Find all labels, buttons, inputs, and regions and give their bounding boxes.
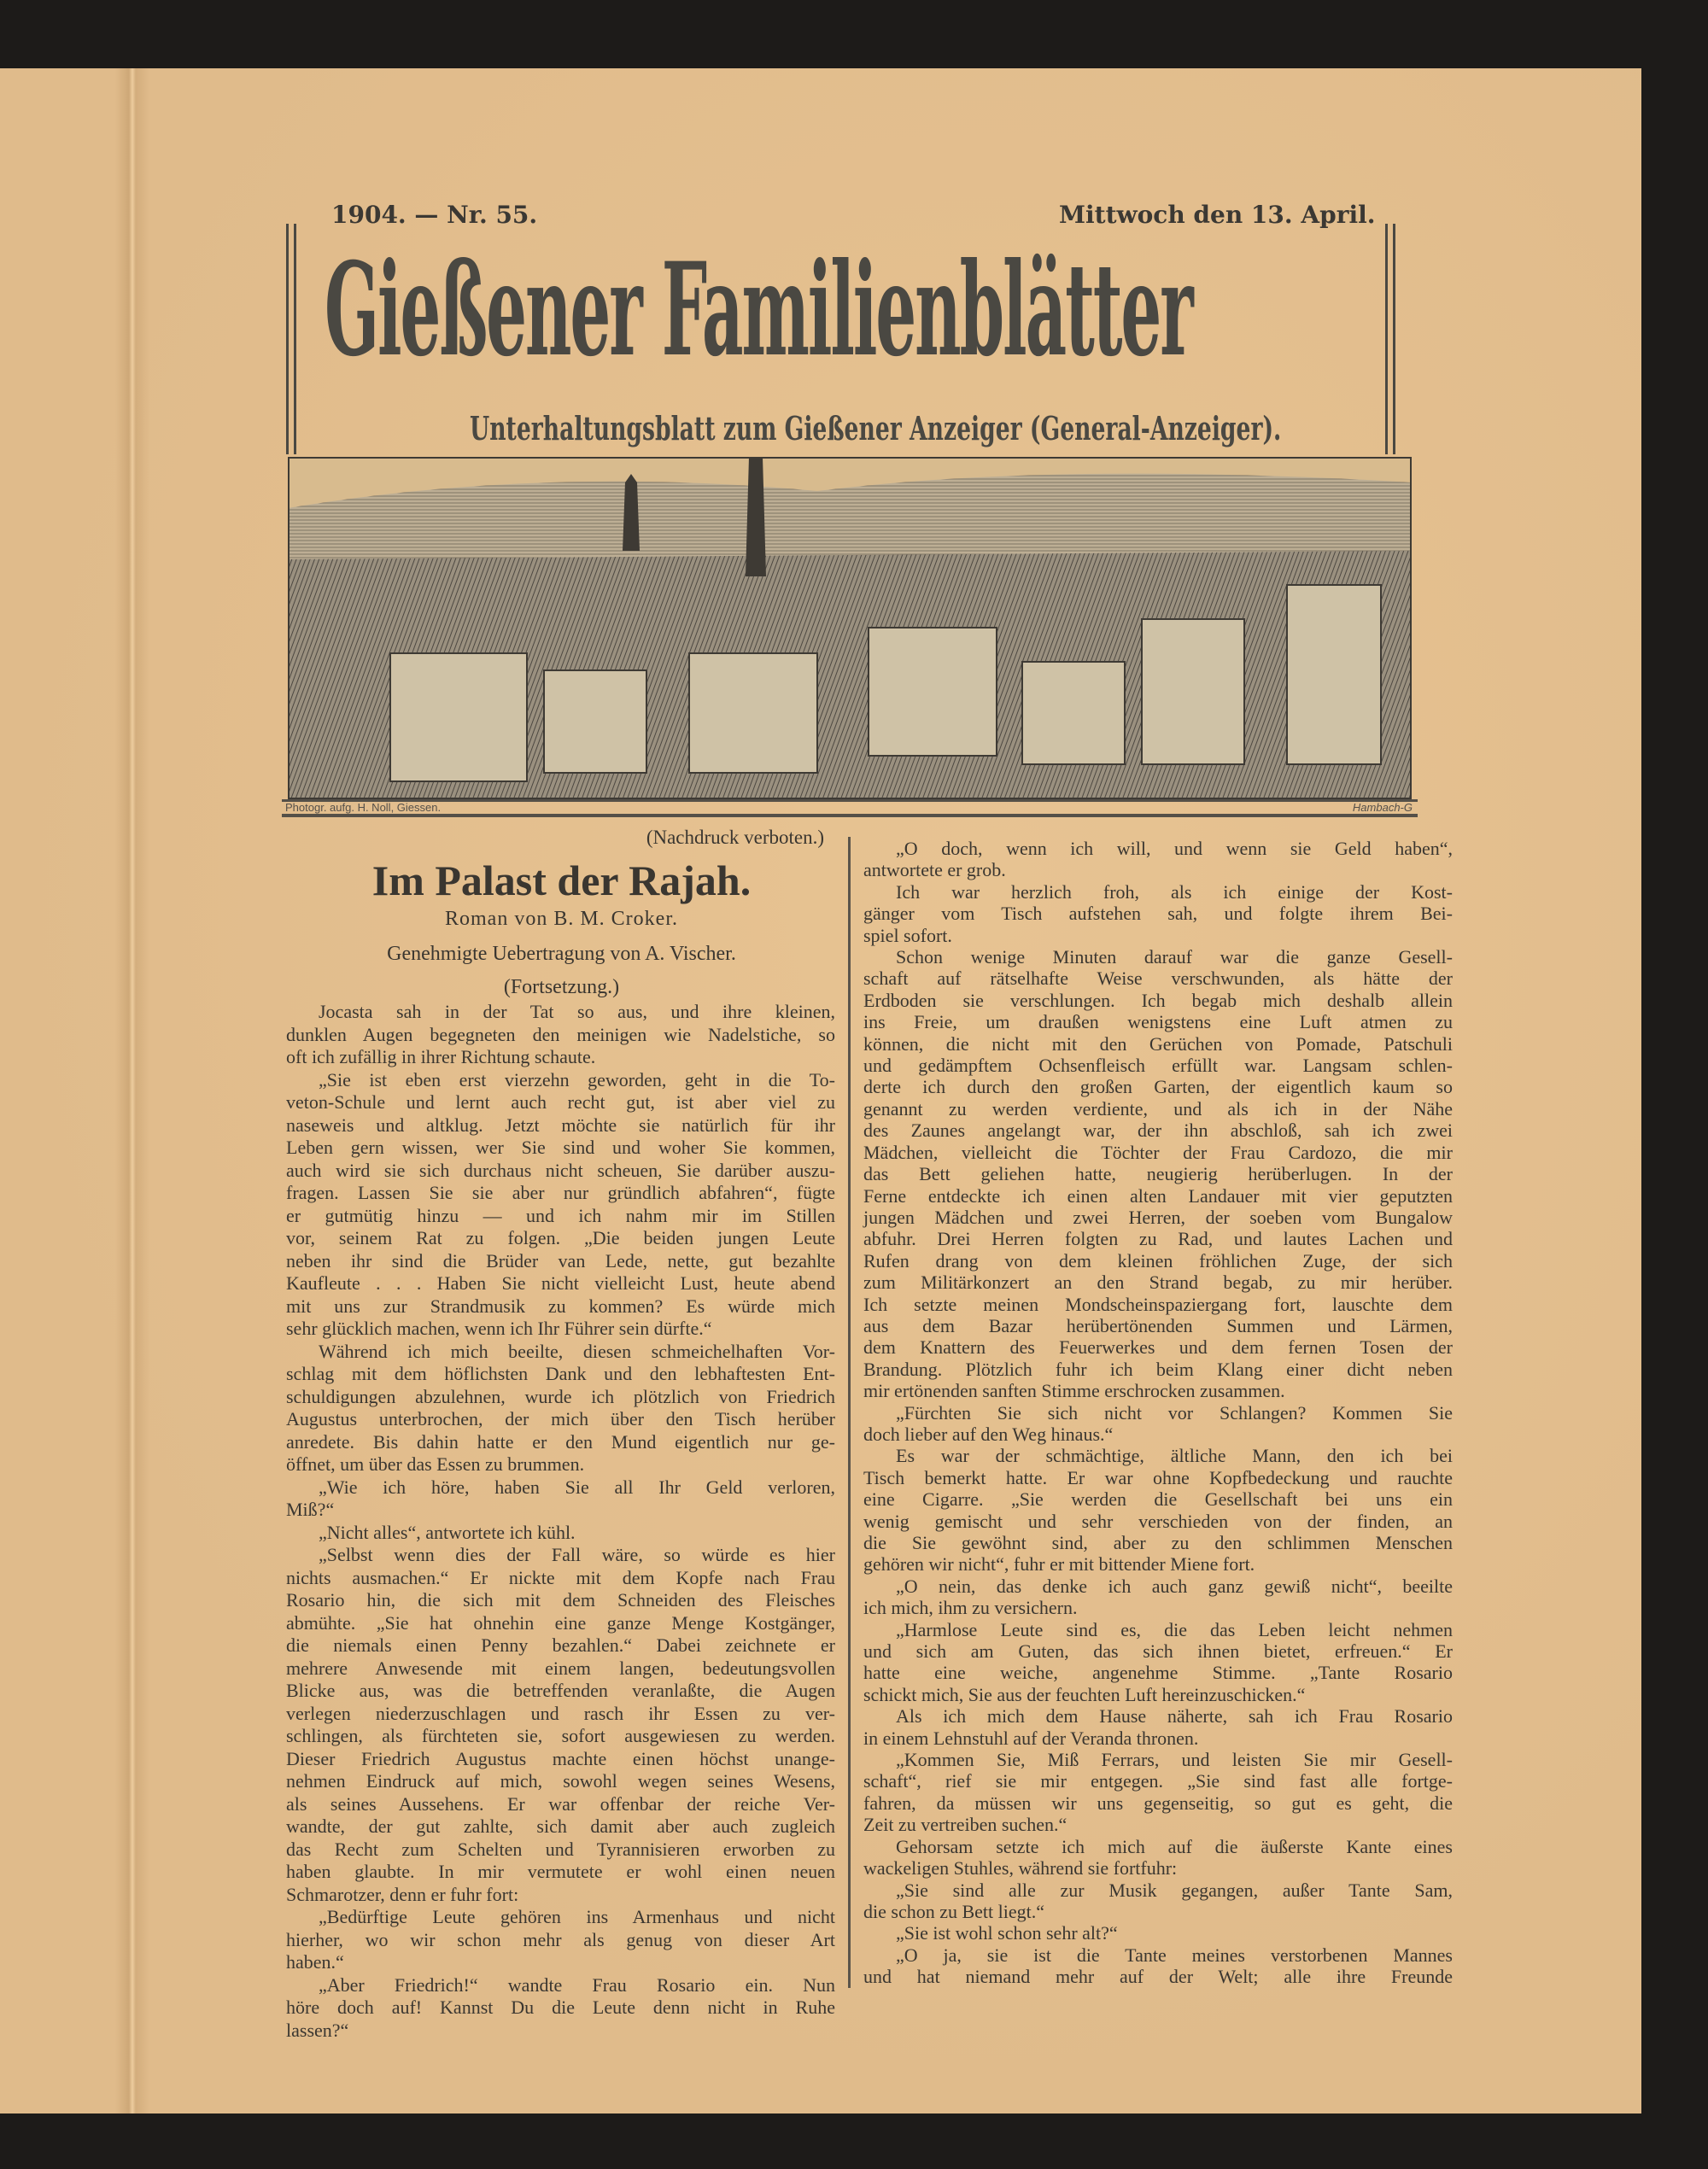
column-divider [848,837,851,1988]
text-line: „Harmlose Leute sind es, die das Leben leicht nehmen [896,1618,1453,1640]
paragraph [863,1576,1453,1619]
paragraph [863,946,1453,1402]
paragraph [863,1445,1453,1575]
text-line: „Fürchten Sie sich nicht vor Schlangen? Kommen Sie [896,1401,1453,1424]
paragraph [863,1402,1453,1446]
text-line: vor, seinem Rat zu folgen. „Die beiden jungen Leute [286,1227,835,1248]
text-line: Brandung. Plötzlich fuhr ich beim Klang einer dicht neben [863,1358,1453,1380]
issue-number: 1904. — Nr. 55. [331,201,538,229]
paragraph [286,1476,835,1522]
text-line: schaft“, rief sie mir entgegen. „Sie sind fast alle fortge- [863,1770,1453,1792]
text-line: Dieser Friedrich Augustus machte einen höchst unange- [286,1747,835,1769]
text-line: Während ich mich beeilte, diesen schmeichelhaften Vor- [319,1340,835,1362]
text-line: eine Cigarre. „Sie werden die Gesellschaft bei uns ein [863,1488,1453,1511]
text-line: und gedämpftem Ochsenfleisch erfüllt war. Langsam schlen- [863,1055,1453,1077]
text-line: anredete. Bis dahin hatte er den Mund eigentlich nur ge- [286,1430,835,1453]
text-line: „O doch, wenn ich will, und wenn sie Geld haben“, [896,838,1453,859]
masthead [290,224,1401,463]
text-line: abfuhr. Drei Herren folgten zu Rad, und lautes Lachen und [863,1228,1453,1250]
text-line: und hat niemand mehr auf der Welt; alle ihre Freunde [863,1966,1453,1988]
paragraph [286,1001,835,1069]
text-line: genannt zu werden verdiente, und als ich in der Nähe [863,1097,1453,1120]
article-left-column [286,1001,835,2042]
text-line: hatte eine weiche, angenehme Stimme. „Tante Rosario [863,1662,1453,1684]
text-line: haben glaubte. In mir vermutete er wohl einen neuen [286,1861,835,1882]
text-line: das Bett geliehen hatte, neugierig herüberlugen. In der [863,1163,1453,1185]
text-line: abmühte. „Sie hat ohnehin eine ganze Menge Kostgänger, [286,1611,835,1634]
text-line: gänger vom Tisch aufstehen sah, und folgte ihrem Bei- [863,903,1453,925]
text-line: „Sie ist wohl schon sehr alt?“ [896,1922,1118,1944]
text-line: fragen. Lassen Sie sie aber nur gründlich abfahren“, fügte [286,1182,835,1203]
text-line: gehören wir nicht“, fuhr er mit bittender Miene fort. [863,1553,1255,1576]
text-line: in einem Lehnstuhl auf der Veranda thronen. [863,1727,1199,1749]
article-right-column [863,838,1453,1988]
paragraph [863,1619,1453,1706]
text-line: „O ja, sie ist die Tante meines verstorbenen Mannes [896,1944,1453,1966]
reprint-notice: (Nachdruck verboten.) [646,827,824,848]
photo-credit: Photogr. aufg. H. Noll, Giessen. [285,801,442,814]
page-fold [115,68,149,2113]
text-line: Gehorsam setzte ich mich auf die äußerste Kante eines [896,1835,1453,1857]
text-line: Augustus unterbrochen, der mich über den Tisch herüber [286,1408,835,1429]
paragraph [863,838,1453,881]
text-line: verlegen niederzuschlagen und rasch ihr Essen zu ver- [286,1702,835,1724]
continuation-label: (Fortsetzung.) [503,976,620,998]
text-line: jungen Mädchen und zwei Herren, der soeben vom Bungalow [863,1206,1453,1228]
text-line: Tisch bemerkt hatte. Er war ohne Kopfbedeckung und rauchte [863,1466,1453,1488]
paragraph [863,881,1453,946]
text-line: Ich war herzlich froh, als ich einige der Kost- [896,880,1453,903]
masthead-subtitle: Unterhaltungsblatt zum Gießener Anzeiger (General-Anzeiger). [470,409,1282,447]
text-line: neben ihr sind die Brüder van Lede, nette, gut bezahlte [286,1249,835,1272]
text-line: schickt mich, Sie aus der feuchten Luft hereinzuschicken.“ [863,1683,1306,1705]
paragraph [863,1836,1453,1880]
text-line: ins Freie, um draußen wenigstens eine Luft atmen zu [863,1011,1453,1033]
text-line: Schon wenige Minuten darauf war die ganze Gesell- [896,946,1453,968]
text-line: Jocasta sah in der Tat so aus, und ihre kleinen, [319,1001,835,1022]
text-line: Kaufleute . . . Haben Sie nicht vielleicht Lust, heute abend [286,1272,835,1294]
paragraph [863,1705,1453,1749]
paragraph [286,1341,835,1476]
text-line: Ich setzte meinen Mondscheinspaziergang fort, lauschte dem [863,1293,1453,1315]
text-line: zum Militärkonzert an den Strand begab, zu mir herüber. [863,1272,1453,1294]
text-line: wenig gemischt und sehr verschieden von der finden, an [863,1510,1453,1532]
text-line: Es war der schmächtige, ältliche Mann, den ich bei [896,1445,1453,1467]
article-byline: Roman von B. M. Croker. [445,908,678,930]
illustration-credits [282,799,1418,817]
paragraph [863,1749,1453,1836]
text-line: naseweis und altklug. Jetzt möchte sie natürlich für ihr [286,1114,835,1136]
text-line: nehmen Eindruck auf mich, sowohl wegen seines Wesens, [286,1770,835,1792]
text-line: die niemals einen Penny bezahlen.“ Dabei zeichnete er [286,1634,835,1656]
text-line: Erdboden sie verschlungen. Ich begab mich deshalb allein [863,989,1453,1011]
masthead-title: Gießener Familienblätter [325,235,1192,385]
text-line: höre doch auf! Kannst Du die Leute denn nicht in Ruhe [286,1997,835,2018]
text-line: und sich am Guten, das sich ihnen bietet, erfreuen.“ Er [863,1640,1453,1663]
text-line: haben.“ [286,1951,344,1973]
text-line: „Wie ich höre, haben Sie all Ihr Geld verloren, [319,1476,835,1498]
text-line: schlingen, als fürchteten sie, sofort ausgewiesen zu werden. [286,1725,835,1746]
text-line: ich mich, ihm zu versichern. [863,1597,1078,1619]
city-panorama-illustration [288,457,1412,799]
text-line: Miß?“ [286,1499,335,1520]
text-line: antwortete er grob. [863,859,1006,881]
text-line: „Aber Friedrich!“ wandte Frau Rosario ein. Nun [319,1973,835,1996]
text-line: mit uns zur Strandmusik zu kommen? Es würde mich [286,1295,835,1317]
text-line: Mädchen, vielleicht die Töchter der Frau Cardozo, die mir [863,1141,1453,1163]
text-line: Blicke aus, was die betreffenden veranlaßte, die Augen [286,1680,835,1701]
text-line: doch lieber auf den Weg hinaus.“ [863,1423,1114,1445]
text-line: können, die nicht mit den Gerüchen von Pomade, Patschuli [863,1032,1453,1055]
text-line: des Zaunes angelangt war, der ihn abschloß, sah ich zwei [863,1120,1453,1142]
text-line: hierher, wo wir schon mehr als genug von dieser Art [286,1928,835,1950]
text-line: Rufen drang von dem kleinen fröhlichen Zuge, der sich [863,1249,1453,1272]
translation-credit: Genehmigte Uebertragung von A. Vischer. [387,943,736,965]
paragraph [286,1069,835,1341]
text-line: „O nein, das denke ich auch ganz gewiß nicht“, beeilte [896,1575,1453,1597]
text-line: dunklen Augen begegneten den meinigen wie Nadelstiche, so [286,1023,835,1045]
paragraph [286,1522,835,1545]
article-title: Im Palast der Rajah. [371,856,752,904]
text-line: lassen?“ [286,2019,349,2041]
text-line: wandte, der gut zahlte, sich damit aber auch zugleich [286,1815,835,1837]
text-line: schaft auf rätselhafte Weise verschwunden, als hätte der [863,968,1453,990]
text-line: das Recht zum Schelten und Tyrannisieren erworben zu [286,1838,835,1860]
text-line: nichts ausmachen.“ Er nickte mit dem Kopfe nach Frau [286,1566,835,1588]
issue-date: Mittwoch den 13. April. [1059,201,1376,229]
text-line: „Sie sind alle zur Musik gegangen, außer Tante Sam, [896,1879,1453,1901]
paragraph [286,1974,835,2043]
paragraph [863,1880,1453,1923]
text-line: fahren, da müssen wir uns gegenseitig, so gut es geht, die [863,1792,1453,1814]
text-line: spiel sofort. [863,924,952,946]
text-line: derte ich durch den großen Garten, der eigentlich kaum so [863,1076,1453,1098]
text-line: Als ich mich dem Hause näherte, sah ich Frau Rosario [896,1705,1453,1728]
text-line: schuldigungen abzulehnen, wurde ich plötzlich von Friedrich [286,1385,835,1407]
text-line: „Selbst wenn dies der Fall wäre, so würde es hier [319,1544,835,1565]
text-line: die schon zu Bett liegt.“ [863,1900,1044,1922]
text-line: wackeligen Stuhles, während sie fortfuhr: [863,1857,1178,1880]
paragraph [863,1944,1453,1988]
text-line: als seines Aussehens. Er war offenbar der reiche Ver- [286,1792,835,1815]
text-line: mir ertönenden sanften Stimme erschrocken zusammen. [863,1380,1285,1402]
paragraph [863,1922,1453,1944]
text-line: Ferne entdeckte ich einen alten Landauer mit vier geputzten [863,1184,1453,1207]
text-line: aus dem Bazar herübertönenden Summen und Lärmen, [863,1314,1453,1336]
text-line: Leben gern wissen, wer Sie sind und woher Sie kommen, [286,1137,835,1158]
engraver-credit: Hambach-G [1352,801,1413,814]
paragraph [286,1544,835,1906]
text-line: dem Knattern des Feuerwerkes und dem fernen Tosen der [863,1336,1453,1359]
text-line: oft ich zufällig in ihrer Richtung schaute. [286,1046,596,1067]
text-line: „Kommen Sie, Miß Ferrars, und leisten Sie mir Gesell- [896,1749,1453,1771]
text-line: schlag mit dem höflichsten Dank und den lebhaftesten Ent- [286,1363,835,1384]
text-line: auch wird sie sich durchaus nicht scheuen, Sie darüber auszu- [286,1159,835,1181]
text-line: mehrere Anwesende mit einem langen, bedeutungsvollen [286,1657,835,1679]
text-line: Schmarotzer, denn er fuhr fort: [286,1883,519,1905]
text-line: Zeit zu vertreiben suchen.“ [863,1814,1068,1836]
text-line: öffnet, um über das Essen zu brummen. [286,1453,585,1475]
text-line: er gutmütig hinzu — und ich nahm mir im Stillen [286,1204,835,1226]
text-line: Rosario hin, die sich mit dem Schneiden des Fleisches [286,1589,835,1611]
text-line: „Sie ist eben erst vierzehn geworden, geht in die To- [319,1068,835,1090]
text-line: sehr glücklich machen, wenn ich Ihr Führer sein dürfte.“ [286,1318,712,1339]
text-line: „Nicht alles“, antwortete ich kühl. [319,1521,576,1543]
text-line: veton-Schule und lernt auch recht gut, ist aber viel zu [286,1091,835,1113]
paragraph [286,1906,835,1974]
text-line: „Bedürftige Leute gehören ins Armenhaus und nicht [319,1906,835,1927]
text-line: die Sie gewöhnt sind, aber zu den schlimmen Menschen [863,1532,1453,1553]
